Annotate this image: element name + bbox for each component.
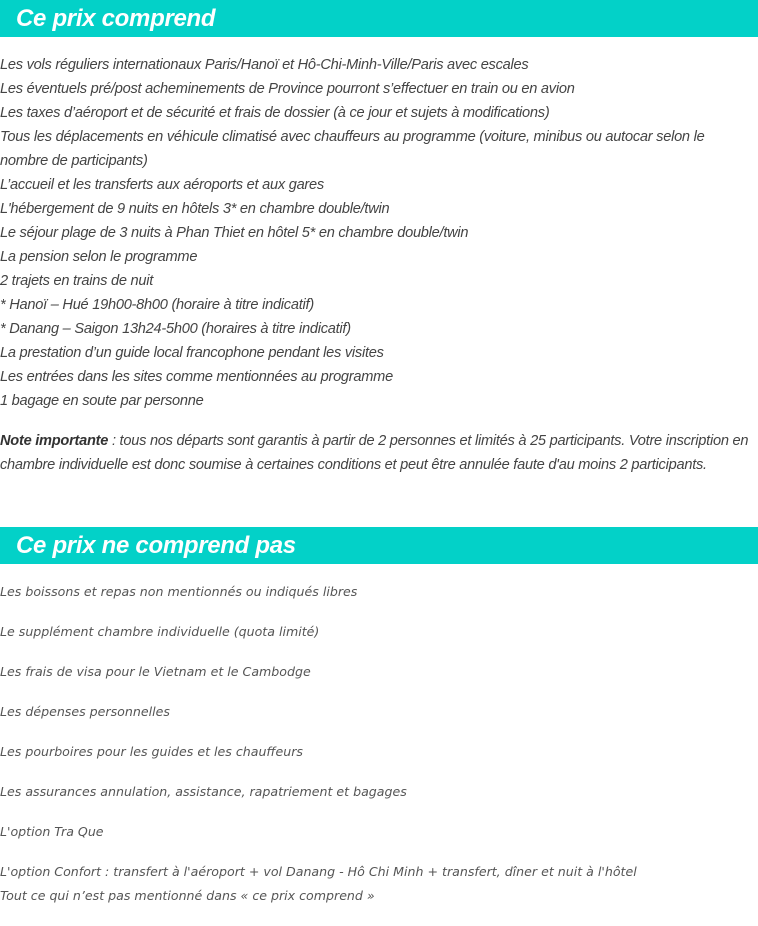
excluded-item: Tout ce qui n’est pas mentionné dans « ce prix comprend »: [0, 888, 375, 903]
included-item: Les vols réguliers internationaux Paris/Hanoï et Hô-Chi-Minh-Ville/Paris avec escales: [0, 57, 529, 73]
included-item: Le séjour plage de 3 nuits à Phan Thiet en hôtel 5* en chambre double/twin: [0, 225, 469, 241]
important-note-label: Note importante: [0, 433, 109, 449]
excluded-item: Les frais de visa pour le Vietnam et le Cambodge: [0, 664, 311, 679]
excluded-item: Les dépenses personnelles: [0, 704, 170, 719]
included-item: L'hébergement de 9 nuits en hôtels 3* en chambre double/twin: [0, 201, 390, 217]
included-item: Les taxes d’aéroport et de sécurité et frais de dossier (à ce jour et sujets à modifications): [0, 105, 550, 121]
included-item: * Hanoï – Hué 19h00-8h00 (horaire à titre indicatif): [0, 297, 314, 313]
important-note-text: : tous nos départs sont garantis à partir de 2 personnes et limités à 25 participants. Votre inscription en chambre individuelle est donc soumise à certaines conditions et peut être annulée faute d'au moins 2 participants.: [0, 433, 749, 473]
excluded-items-list: [0, 582, 758, 926]
included-item: Les éventuels pré/post acheminements de Province pourront s’effectuer en train ou en avion: [0, 81, 575, 97]
excluded-item: Les pourboires pour les guides et les chauffeurs: [0, 744, 303, 759]
excluded-section-title: Ce prix ne comprend pas: [16, 532, 296, 559]
important-note: [0, 429, 756, 477]
included-section-title: Ce prix comprend: [16, 5, 216, 32]
included-item: L’accueil et les transferts aux aéroports et aux gares: [0, 177, 324, 193]
excluded-item: Les assurances annulation, assistance, rapatriement et bagages: [0, 784, 407, 799]
included-items-list: [0, 53, 756, 413]
excluded-item: Les boissons et repas non mentionnés ou indiqués libres: [0, 584, 358, 599]
included-item: Tous les déplacements en véhicule climatisé avec chauffeurs au programme (voiture, minibus ou autocar selon le nombre de participants): [0, 129, 705, 169]
included-item: 2 trajets en trains de nuit: [0, 273, 154, 289]
included-item: Les entrées dans les sites comme mentionnées au programme: [0, 369, 393, 385]
included-item: * Danang – Saigon 13h24-5h00 (horaires à titre indicatif): [0, 321, 351, 337]
included-item: 1 bagage en soute par personne: [0, 393, 204, 409]
excluded-section-header: [0, 527, 758, 564]
included-item: La prestation d’un guide local francophone pendant les visites: [0, 345, 384, 361]
excluded-item: L'option Tra Que: [0, 824, 104, 839]
included-section-header: [0, 0, 758, 37]
excluded-item: L'option Confort : transfert à l'aéroport + vol Danang - Hô Chi Minh + transfert, dîner et nuit à l'hôtel: [0, 864, 637, 879]
excluded-item: Le supplément chambre individuelle (quota limité): [0, 624, 320, 639]
included-item: La pension selon le programme: [0, 249, 198, 265]
